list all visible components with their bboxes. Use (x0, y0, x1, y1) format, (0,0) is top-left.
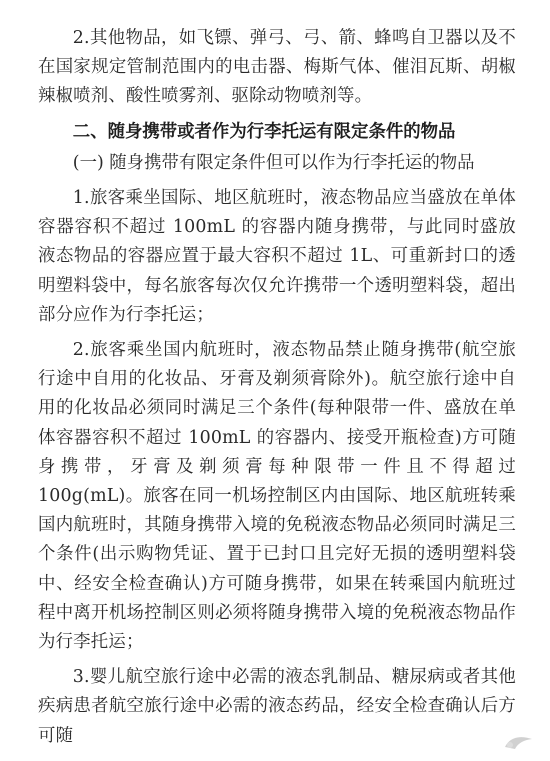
paragraph-other-items: 2.其他物品，如飞镖、弹弓、弓、箭、蜂鸣自卫器以及不在国家规定管制范围内的电击器、梅斯气体、催泪瓦斯、胡椒辣椒喷剂、酸性喷雾剂、驱除动物喷剂等。 (38, 28, 516, 107)
item-infant-medical-liquids: 3.婴儿航空旅行途中必需的液态乳制品、糖尿病或者其他疾病患者航空旅行途中必需的液态药品，经安全检查确认后方可随 (38, 667, 516, 746)
logo-icon (502, 731, 536, 753)
item-domestic-liquids: 2.旅客乘坐国内航班时，液态物品禁止随身携带(航空旅行途中自用的化妆品、牙膏及剃须膏除外)。航空旅行途中自用的化妆品必须同时满足三个条件(每种限带一件、盛放在单体容器容积不超过 100mL 的容器内、接受开瓶检查)方可随身携带，牙膏及剃须膏每种限带一件且不得超过 100g(mL)。旅客在同一机场控制区内由国际、地区航班转乘国内航班时，其随身携带入境的免税液态物品必须同时满足三个条件(出示购物凭证、置于已封口且完好无损的透明塑料袋中、经安全检查确认)方可随身携带，如果在转乘国内航班过程中离开机场控制区则必须将随身携带入境的免税液态物品作为行李托运； (38, 340, 516, 653)
subsection-heading: (一) 随身携带有限定条件但可以作为行李托运的物品 (72, 152, 475, 173)
section-heading: 二、随身携带或者作为行李托运有限定条件的物品 (72, 121, 456, 142)
watermark (502, 731, 540, 753)
item-international-liquids: 1.旅客乘坐国际、地区航班时，液态物品应当盛放在单体容器容积不超过 100mL 的容器内随身携带，与此同时盛放液态物品的容器应置于最大容积不超过 1L、可重新封口的透明塑料袋中，每名旅客每次仅允许携带一个透明塑料袋，超出部分应作为行李托运； (38, 188, 516, 325)
